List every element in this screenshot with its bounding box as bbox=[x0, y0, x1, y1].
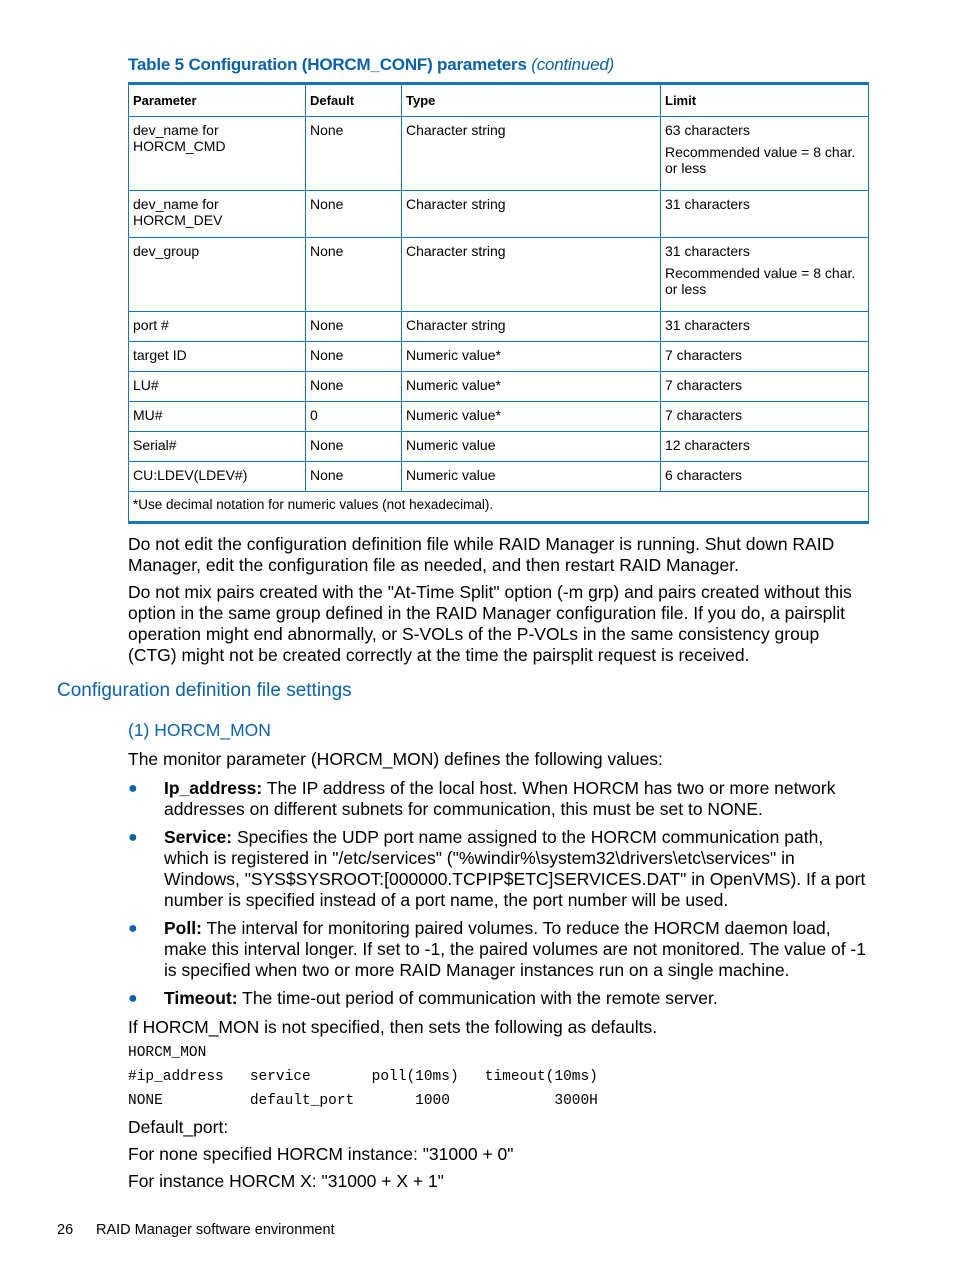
cell-parameter: port # bbox=[129, 312, 306, 342]
table-row bbox=[129, 191, 869, 238]
param-line: dev_name for bbox=[133, 196, 219, 212]
cell-parameter: MU# bbox=[129, 402, 306, 432]
table-caption-main: Table 5 Configuration (HORCM_CONF) parameters bbox=[128, 55, 527, 74]
cell-default: None bbox=[306, 372, 402, 402]
paragraph-no-edit: Do not edit the configuration definition file while RAID Manager is running. Shut down RAID Manager, edit the configuration file as needed, and then restart RAID Manager. bbox=[128, 534, 835, 575]
list-item bbox=[128, 778, 868, 820]
limit-note: Recommended value = 8 char. or less bbox=[665, 144, 856, 176]
table-row bbox=[129, 432, 869, 462]
cell-default: None bbox=[306, 462, 402, 492]
cell-parameter bbox=[129, 117, 306, 191]
cell-type: Numeric value bbox=[402, 462, 661, 492]
bullet-icon: ● bbox=[128, 780, 138, 797]
parameters-table bbox=[128, 82, 869, 524]
cell-type: Character string bbox=[402, 191, 661, 238]
cell-default: None bbox=[306, 117, 402, 191]
list-item bbox=[128, 827, 868, 911]
bullet-icon: ● bbox=[128, 829, 138, 846]
cell-limit: 31 characters bbox=[661, 191, 869, 238]
bullet-text: The IP address of the local host. When HORCM has two or more network addresses on different subnets for communication, this must be set to NONE. bbox=[164, 778, 836, 819]
limit-value: 31 characters bbox=[665, 243, 750, 259]
default-port-label: Default_port: bbox=[128, 1117, 229, 1137]
cell-parameter: Serial# bbox=[129, 432, 306, 462]
cell-default: None bbox=[306, 342, 402, 372]
cell-default: None bbox=[306, 238, 402, 312]
cell-type: Character string bbox=[402, 117, 661, 191]
intro-text: The monitor parameter (HORCM_MON) defines the following values: bbox=[128, 749, 663, 769]
cell-default: 0 bbox=[306, 402, 402, 432]
limit-note: Recommended value = 8 char. or less bbox=[665, 265, 856, 297]
code-line: NONE default_port 1000 3000H bbox=[128, 1093, 598, 1109]
table-row bbox=[129, 238, 869, 312]
cell-limit: 31 characters bbox=[661, 312, 869, 342]
cell-limit bbox=[661, 117, 869, 191]
cell-limit bbox=[661, 238, 869, 312]
cell-parameter bbox=[129, 191, 306, 238]
param-line: dev_name for bbox=[133, 122, 219, 138]
header-default: Default bbox=[306, 84, 402, 117]
param-line: HORCM_CMD bbox=[133, 138, 226, 154]
param-line: HORCM_DEV bbox=[133, 212, 223, 228]
list-item bbox=[128, 918, 868, 981]
table-caption bbox=[128, 55, 614, 75]
parameter-bullet-list bbox=[128, 778, 868, 1016]
section-title: Configuration definition file settings bbox=[57, 680, 352, 701]
header-type: Type bbox=[402, 84, 661, 117]
header-limit: Limit bbox=[661, 84, 869, 117]
cell-limit: 7 characters bbox=[661, 402, 869, 432]
cell-default: None bbox=[306, 432, 402, 462]
page-number: 26 bbox=[57, 1222, 74, 1238]
paragraph-no-mix: Do not mix pairs created with the "At-Time Split" option (-m grp) and pairs created without this option in the same group defined in the RAID Manager configuration file. If you do, a pairsplit operation might end abnormally, or S-VOLs of the P-VOLs in the same consistency group (CTG) might not be created correctly at the time the pairsplit request is received. bbox=[128, 582, 852, 665]
default-port-none: For none specified HORCM instance: "31000 + 0" bbox=[128, 1144, 514, 1164]
table-row bbox=[129, 462, 869, 492]
cell-default: None bbox=[306, 312, 402, 342]
header-parameter: Parameter bbox=[129, 84, 306, 117]
bullet-text: The time-out period of communication with the remote server. bbox=[237, 988, 718, 1008]
cell-limit: 7 characters bbox=[661, 372, 869, 402]
bullet-term: Service: bbox=[164, 827, 233, 847]
cell-default: None bbox=[306, 191, 402, 238]
code-line: #ip_address service poll(10ms) timeout(10ms) bbox=[128, 1069, 598, 1085]
cell-type: Character string bbox=[402, 238, 661, 312]
cell-type: Numeric value bbox=[402, 432, 661, 462]
cell-type: Numeric value* bbox=[402, 372, 661, 402]
default-port-instance: For instance HORCM X: "31000 + X + 1" bbox=[128, 1171, 444, 1191]
table-footnote-row bbox=[129, 492, 869, 523]
list-item bbox=[128, 988, 868, 1009]
table-caption-continued: (continued) bbox=[531, 55, 615, 74]
cell-limit: 12 characters bbox=[661, 432, 869, 462]
bullet-term: Poll: bbox=[164, 918, 202, 938]
cell-limit: 7 characters bbox=[661, 342, 869, 372]
table-row bbox=[129, 372, 869, 402]
table-footnote: *Use decimal notation for numeric values (not hexadecimal). bbox=[129, 492, 869, 523]
bullet-term: Timeout: bbox=[164, 988, 238, 1008]
cell-parameter: dev_group bbox=[129, 238, 306, 312]
cell-type: Character string bbox=[402, 312, 661, 342]
table-row bbox=[129, 117, 869, 191]
bullet-icon: ● bbox=[128, 990, 138, 1007]
cell-type: Numeric value* bbox=[402, 342, 661, 372]
limit-value: 63 characters bbox=[665, 122, 750, 138]
bullet-text: Specifies the UDP port name assigned to the HORCM communication path, which is registered in "/etc/services" ("%windir%\system32\drivers\etc\services" in Windows, "SYS$SYSROOT:[000000.TCPIP$ETC]SERVICES.DAT" in OpenVMS). If a port number is specified instead of a port name, the port number will be used. bbox=[164, 827, 866, 910]
defaults-intro: If HORCM_MON is not specified, then sets the following as defaults. bbox=[128, 1017, 658, 1037]
cell-parameter: LU# bbox=[129, 372, 306, 402]
cell-type: Numeric value* bbox=[402, 402, 661, 432]
cell-limit: 6 characters bbox=[661, 462, 869, 492]
table-row bbox=[129, 402, 869, 432]
table-row bbox=[129, 312, 869, 342]
cell-parameter: target ID bbox=[129, 342, 306, 372]
table-row bbox=[129, 342, 869, 372]
subsection-title: (1) HORCM_MON bbox=[128, 720, 271, 740]
bullet-term: Ip_address: bbox=[164, 778, 263, 798]
bullet-text: The interval for monitoring paired volumes. To reduce the HORCM daemon load, make this interval longer. If set to -1, the paired volumes are not monitored. The value of -1 is specified when two or more RAID Manager instances run on a single machine. bbox=[164, 918, 866, 980]
table-header-row bbox=[129, 84, 869, 117]
footer-section: RAID Manager software environment bbox=[96, 1222, 335, 1238]
cell-parameter: CU:LDEV(LDEV#) bbox=[129, 462, 306, 492]
bullet-icon: ● bbox=[128, 920, 138, 937]
code-line: HORCM_MON bbox=[128, 1045, 207, 1061]
page-footer bbox=[57, 1222, 335, 1238]
